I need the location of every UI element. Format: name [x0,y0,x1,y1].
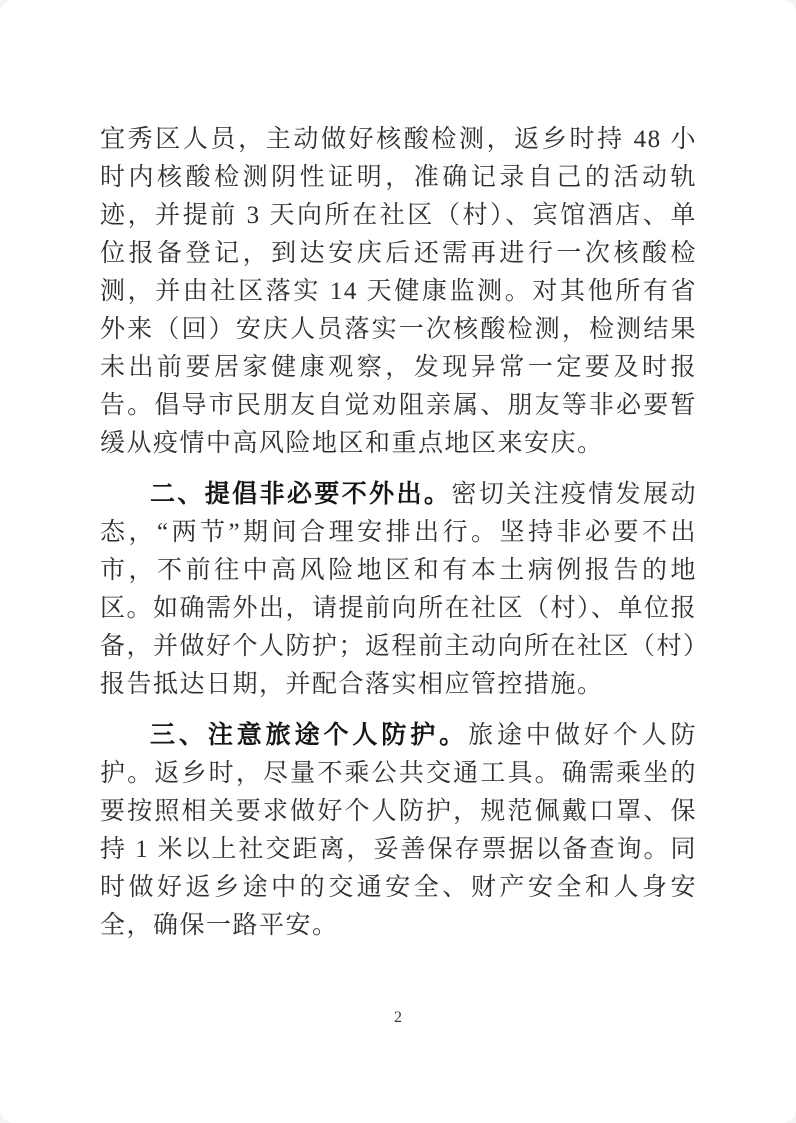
paragraph-section-2 [100,476,697,704]
paragraph-section-3 [100,717,697,945]
paragraph-continuation [100,121,697,463]
paragraph-text: 旅途中做好个人防护。返乡时，尽量不乘公共交通工具。确需乘坐的要按照相关要求做好个人防护，规范佩戴口罩、保持 1 米以上社交距离，妥善保存票据以备查询。同时做好返乡途中的交通安全、财产安全和人身安全，确保一路平安。 [100,722,697,939]
document-body [100,121,697,945]
page-number: 2 [394,1009,402,1026]
section-2-heading: 二、提倡非必要不外出。 [150,481,452,508]
paragraph-text: 密切关注疫情发展动态，“两节”期间合理安排出行。坚持非必要不出市，不前往中高风险地区和有本土病例报告的地区。如确需外出，请提前向所在社区（村）、单位报备，并做好个人防护；返程前主动向所在社区（村）报告抵达日期，并配合落实相应管控措施。 [100,481,698,698]
paragraph-text: 宜秀区人员，主动做好核酸检测，返乡时持 48 小时内核酸检测阴性证明，准确记录自己的活动轨迹，并提前 3 天向所在社区（村）、宾馆酒店、单位报备登记，到达安庆后还需再进行一次核酸检测，并由社区落实 14 天健康监测。对其他所有省外来（回）安庆人员落实一次核酸检测，检测结果未出前要居家健康观察，发现异常一定要及时报告。倡导市民朋友自觉劝阻亲属、朋友等非必要暂缓从疫情中高风险地区和重点地区来安庆。 [100,126,697,457]
section-3-heading: 三、注意旅途个人防护。 [150,722,469,749]
